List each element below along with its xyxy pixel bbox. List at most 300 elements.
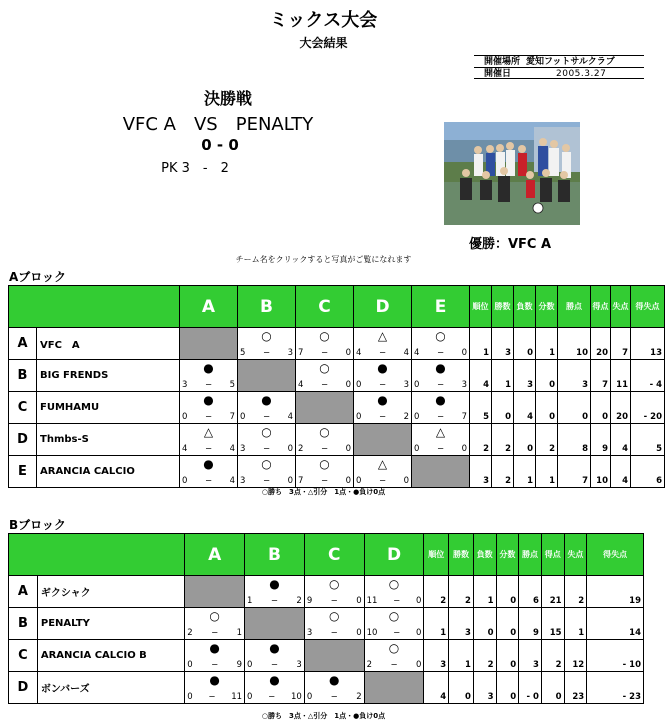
stat-goal-diff: 13: [631, 328, 665, 360]
stat-header: 順位: [424, 534, 449, 576]
stat-rank: 2: [470, 424, 492, 456]
score-dash: −: [204, 412, 213, 422]
stat-draws: 0: [536, 392, 558, 424]
block-a-label: Aブロック: [9, 270, 67, 284]
score-against: 0: [461, 348, 467, 358]
match-cell: [180, 424, 238, 456]
row-id: B: [9, 608, 38, 640]
col-header: C: [304, 534, 364, 576]
match-score: [414, 348, 467, 358]
match-cell: [238, 328, 296, 360]
match-cell: [245, 576, 305, 608]
date-row: [474, 67, 644, 79]
match-cell: [296, 456, 354, 488]
col-header: C: [296, 286, 354, 328]
score-for: 0: [182, 476, 188, 486]
score-dash: −: [330, 596, 338, 606]
stat-goals-against: 4: [611, 424, 631, 456]
final-score: 0 - 0: [201, 136, 239, 154]
match-score: [367, 628, 422, 638]
score-against: 10: [291, 692, 302, 702]
stat-draws: 0: [496, 640, 519, 672]
match-cell: [304, 608, 364, 640]
match-cell: [304, 576, 364, 608]
stat-draws: 0: [536, 360, 558, 392]
page-title: ミックス大会: [269, 10, 378, 31]
score-dash: −: [393, 628, 401, 638]
score-against: 4: [229, 476, 235, 486]
score-dash: −: [378, 412, 387, 422]
stat-losses: 4: [514, 392, 536, 424]
match-cell: [238, 456, 296, 488]
stat-losses: 0: [514, 328, 536, 360]
match-score: [187, 628, 242, 638]
stat-goals-for: 9: [591, 424, 611, 456]
result-mark: ○: [261, 329, 272, 343]
score-for: 2: [298, 444, 304, 454]
match-score: [414, 412, 467, 422]
match-score: [356, 412, 409, 422]
stat-points: 0: [558, 392, 591, 424]
table-row: [9, 672, 644, 704]
result-mark: ●: [377, 361, 388, 375]
score-dash: −: [436, 412, 445, 422]
stat-points: 9: [519, 608, 542, 640]
stat-header: 失点: [611, 286, 631, 328]
table-row: [9, 392, 665, 424]
team-name-link[interactable]: ボンバーズ: [37, 672, 184, 704]
match-cell: [238, 392, 296, 424]
block-a-header-row: [9, 286, 665, 328]
row-id: A: [9, 328, 37, 360]
score-for: 4: [182, 444, 188, 454]
stat-goal-diff: - 20: [631, 392, 665, 424]
match-cell: [238, 424, 296, 456]
col-header: D: [364, 534, 424, 576]
score-against: 9: [236, 660, 243, 670]
score-for: 11: [366, 596, 378, 606]
table-row: [9, 640, 644, 672]
self-match-cell: [364, 672, 424, 704]
result-mark: △: [203, 425, 214, 439]
score-against: 0: [356, 628, 362, 638]
row-id: C: [9, 640, 38, 672]
team-name-link[interactable]: ARANCIA CALCIO: [37, 456, 180, 488]
self-match-cell: [354, 424, 412, 456]
match-score: [356, 348, 409, 358]
result-mark: ○: [435, 329, 446, 343]
team-photo-illustration: [444, 122, 580, 225]
result-mark: ●: [261, 393, 272, 407]
stat-rank: 3: [470, 456, 492, 488]
stat-goal-diff: - 4: [631, 360, 665, 392]
match-cell: [412, 424, 470, 456]
stat-goals-for: 15: [541, 608, 564, 640]
team-name-link[interactable]: ギクシャク: [37, 576, 184, 608]
match-cell: [180, 392, 238, 424]
match-score: [240, 412, 293, 422]
result-mark: ○: [388, 641, 400, 655]
score-for: 4: [414, 348, 420, 358]
result-mark: ○: [209, 609, 220, 623]
match-score: [367, 596, 422, 606]
stat-goals-against: 1: [564, 608, 587, 640]
score-dash: −: [262, 476, 271, 486]
score-for: 7: [298, 348, 304, 358]
stat-rank: 5: [470, 392, 492, 424]
match-score: [247, 660, 302, 670]
result-mark: ○: [328, 577, 340, 591]
match-score: [307, 596, 362, 606]
score-against: 0: [415, 628, 422, 638]
stat-goals-for: 0: [591, 392, 611, 424]
score-against: 7: [461, 412, 467, 422]
stat-losses: 3: [473, 672, 496, 704]
score-dash: −: [330, 628, 338, 638]
score-for: 0: [247, 660, 253, 670]
team-name-link[interactable]: BIG FRENDS: [37, 360, 180, 392]
team-name-link[interactable]: PENALTY: [37, 608, 184, 640]
score-dash: −: [378, 476, 387, 486]
match-score: [298, 380, 351, 390]
event-info: [474, 55, 644, 79]
score-dash: −: [436, 444, 445, 454]
score-for: 10: [366, 628, 378, 638]
block-b-header-row: [9, 534, 644, 576]
result-mark: ●: [203, 393, 214, 407]
row-id: D: [9, 672, 38, 704]
score-dash: −: [211, 628, 219, 638]
score-against: 5: [229, 380, 235, 390]
self-match-cell: [412, 456, 470, 488]
row-id: E: [9, 456, 37, 488]
table-row: [9, 328, 665, 360]
final-match: VFC A VS PENALTY: [122, 114, 314, 135]
score-against: 3: [461, 380, 467, 390]
score-dash: −: [204, 444, 213, 454]
stat-header: 分数: [496, 534, 519, 576]
score-dash: −: [211, 660, 219, 670]
stat-goal-diff: 19: [587, 576, 644, 608]
page-subtitle: 大会結果: [299, 36, 348, 50]
score-against: 11: [231, 692, 243, 702]
stat-draws: 0: [496, 608, 519, 640]
score-against: 0: [356, 596, 362, 606]
stat-goals-against: 2: [564, 576, 587, 608]
score-dash: −: [378, 348, 387, 358]
stat-goals-for: 7: [591, 360, 611, 392]
block-b-table: [8, 533, 644, 704]
venue-label: 開催場所: [484, 57, 521, 67]
score-dash: −: [268, 692, 276, 702]
score-for: 1: [247, 596, 253, 606]
score-dash: −: [208, 692, 216, 702]
match-cell: [185, 608, 245, 640]
stat-goals-against: 23: [564, 672, 587, 704]
stat-wins: 3: [492, 328, 514, 360]
match-cell: [185, 672, 245, 704]
match-score: [182, 444, 235, 454]
score-against: 0: [287, 476, 293, 486]
score-against: 0: [403, 476, 409, 486]
col-header: D: [354, 286, 412, 328]
match-cell: [412, 360, 470, 392]
score-for: 0: [356, 412, 362, 422]
score-for: 2: [187, 628, 193, 638]
match-cell: [304, 672, 364, 704]
match-score: [182, 476, 235, 486]
stat-goal-diff: - 10: [587, 640, 644, 672]
match-score: [240, 348, 293, 358]
score-for: 0: [414, 380, 420, 390]
self-match-cell: [245, 608, 305, 640]
result-mark: ○: [388, 577, 400, 591]
score-dash: −: [262, 348, 271, 358]
match-score: [367, 660, 422, 670]
score-for: 7: [298, 476, 304, 486]
score-against: 2: [296, 596, 302, 606]
match-cell: [180, 456, 238, 488]
score-against: 0: [415, 596, 422, 606]
score-against: 0: [345, 476, 351, 486]
stat-goal-diff: 14: [587, 608, 644, 640]
self-match-cell: [296, 392, 354, 424]
score-dash: −: [262, 444, 271, 454]
score-dash: −: [204, 476, 213, 486]
score-dash: −: [270, 596, 278, 606]
match-cell: [412, 392, 470, 424]
header-corner: [9, 534, 185, 576]
stat-points: 7: [558, 456, 591, 488]
stat-header: 順位: [470, 286, 492, 328]
match-score: [298, 444, 351, 454]
result-mark: △: [377, 329, 388, 343]
stat-header: 勝数: [492, 286, 514, 328]
stat-goals-against: 20: [611, 392, 631, 424]
self-match-cell: [180, 328, 238, 360]
match-score: [356, 380, 409, 390]
score-against: 7: [229, 412, 235, 422]
stat-rank: 1: [424, 608, 449, 640]
score-for: 3: [306, 628, 313, 638]
score-against: 0: [461, 444, 467, 454]
stat-rank: 4: [470, 360, 492, 392]
match-score: [414, 380, 467, 390]
stat-wins: 2: [492, 424, 514, 456]
score-dash: −: [320, 348, 329, 358]
row-id: C: [9, 392, 37, 424]
result-mark: ○: [261, 457, 272, 471]
stat-goals-against: 11: [611, 360, 631, 392]
stat-goals-for: 2: [541, 640, 564, 672]
result-mark: ○: [319, 329, 330, 343]
result-mark: ●: [269, 641, 280, 655]
team-name-link[interactable]: ARANCIA CALCIO B: [37, 640, 184, 672]
match-cell: [245, 640, 305, 672]
result-mark: △: [435, 425, 446, 439]
stat-draws: 0: [496, 672, 519, 704]
score-for: 0: [414, 444, 420, 454]
score-for: 3: [240, 444, 246, 454]
score-for: 0: [356, 380, 362, 390]
stat-points: - 0: [519, 672, 542, 704]
stat-header: 得失点: [587, 534, 644, 576]
match-cell: [296, 424, 354, 456]
result-mark: ●: [269, 673, 280, 687]
result-mark: ●: [203, 457, 214, 471]
score-against: 4: [403, 348, 409, 358]
stat-goals-against: 7: [611, 328, 631, 360]
team-name-link[interactable]: VFC A: [37, 328, 180, 360]
score-against: 3: [287, 348, 293, 358]
match-cell: [354, 392, 412, 424]
team-name-link[interactable]: FUMHAMU: [37, 392, 180, 424]
stat-points: 3: [558, 360, 591, 392]
stat-draws: 1: [536, 328, 558, 360]
col-header: B: [238, 286, 296, 328]
table-row: [9, 424, 665, 456]
score-against: 1: [236, 628, 243, 638]
match-cell: [296, 360, 354, 392]
score-for: 3: [182, 380, 188, 390]
stat-wins: 1: [449, 640, 474, 672]
score-dash: −: [270, 660, 278, 670]
match-cell: [296, 328, 354, 360]
score-for: 0: [240, 412, 246, 422]
table-row: [9, 608, 644, 640]
result-mark: ○: [388, 609, 400, 623]
score-for: 0: [414, 412, 420, 422]
match-cell: [364, 576, 424, 608]
venue-value: 愛知フットサルクラブ: [526, 57, 615, 67]
match-score: [247, 692, 302, 702]
stat-header: 得点: [591, 286, 611, 328]
score-against: 0: [345, 380, 351, 390]
stat-goals-for: 21: [541, 576, 564, 608]
result-mark: ●: [377, 393, 388, 407]
col-header: E: [412, 286, 470, 328]
stat-losses: 0: [514, 424, 536, 456]
score-against: 0: [345, 444, 351, 454]
stat-header: 負数: [514, 286, 536, 328]
block-b-label: Bブロック: [9, 518, 66, 532]
table-row: [9, 456, 665, 488]
match-score: [247, 596, 302, 606]
stat-points: 6: [519, 576, 542, 608]
self-match-cell: [304, 640, 364, 672]
stat-losses: 2: [473, 640, 496, 672]
result-mark: ○: [319, 361, 330, 375]
date-value: 2005.3.27: [556, 69, 607, 79]
match-score: [307, 692, 362, 702]
score-for: 0: [356, 476, 362, 486]
match-score: [298, 348, 351, 358]
result-mark: ●: [209, 641, 220, 655]
champion-label: 優勝：VFC A: [468, 237, 552, 252]
result-mark: ●: [435, 393, 446, 407]
table-row: [9, 576, 644, 608]
stat-header: 勝点: [519, 534, 542, 576]
col-header: B: [245, 534, 305, 576]
score-against: 3: [403, 380, 409, 390]
score-dash: −: [436, 348, 445, 358]
stat-rank: 1: [470, 328, 492, 360]
score-for: 3: [240, 476, 246, 486]
score-dash: −: [204, 380, 213, 390]
match-cell: [245, 672, 305, 704]
score-for: 0: [247, 692, 253, 702]
final-title: 決勝戦: [203, 89, 252, 108]
stat-goals-for: 10: [591, 456, 611, 488]
result-mark: ○: [328, 609, 340, 623]
stat-points: 10: [558, 328, 591, 360]
date-label: 開催日: [484, 69, 512, 79]
result-mark: ●: [203, 361, 214, 375]
stat-wins: 3: [449, 608, 474, 640]
self-match-cell: [185, 576, 245, 608]
result-mark: ○: [319, 425, 330, 439]
stat-wins: 1: [492, 360, 514, 392]
col-header: A: [185, 534, 245, 576]
stat-goal-diff: 6: [631, 456, 665, 488]
score-dash: −: [330, 692, 338, 702]
match-score: [307, 628, 362, 638]
photo-hint: チーム名をクリックすると写真がご覧になれます: [235, 255, 412, 264]
match-cell: [180, 360, 238, 392]
stat-draws: 0: [496, 576, 519, 608]
score-dash: −: [390, 660, 398, 670]
match-cell: [354, 456, 412, 488]
stat-losses: 0: [473, 608, 496, 640]
score-for: 4: [356, 348, 362, 358]
score-for: 0: [182, 412, 188, 422]
score-against: 3: [296, 660, 302, 670]
score-for: 0: [306, 692, 313, 702]
stat-points: 8: [558, 424, 591, 456]
score-for: 0: [187, 660, 193, 670]
stat-draws: 1: [536, 456, 558, 488]
match-score: [187, 660, 242, 670]
stat-losses: 1: [473, 576, 496, 608]
stat-header: 失点: [564, 534, 587, 576]
result-mark: ●: [269, 577, 280, 591]
score-against: 2: [356, 692, 362, 702]
score-against: 0: [287, 444, 293, 454]
score-against: 2: [403, 412, 409, 422]
score-dash: −: [393, 596, 401, 606]
team-name-link[interactable]: Thmbs-S: [37, 424, 180, 456]
score-for: 9: [306, 596, 313, 606]
final-pk-score: PK 3 - 2: [161, 161, 229, 176]
score-dash: −: [262, 412, 271, 422]
match-cell: [364, 608, 424, 640]
row-id: B: [9, 360, 37, 392]
stat-header: 得失点: [631, 286, 665, 328]
score-dash: −: [320, 444, 329, 454]
row-id: A: [9, 576, 38, 608]
match-score: [187, 692, 242, 702]
match-score: [240, 476, 293, 486]
stat-goals-for: 20: [591, 328, 611, 360]
match-cell: [354, 328, 412, 360]
result-mark: ●: [209, 673, 220, 687]
result-mark: ●: [328, 673, 340, 687]
stat-wins: 0: [492, 392, 514, 424]
header-corner: [9, 286, 180, 328]
match-cell: [354, 360, 412, 392]
stat-goal-diff: - 23: [587, 672, 644, 704]
venue-row: [474, 55, 644, 67]
